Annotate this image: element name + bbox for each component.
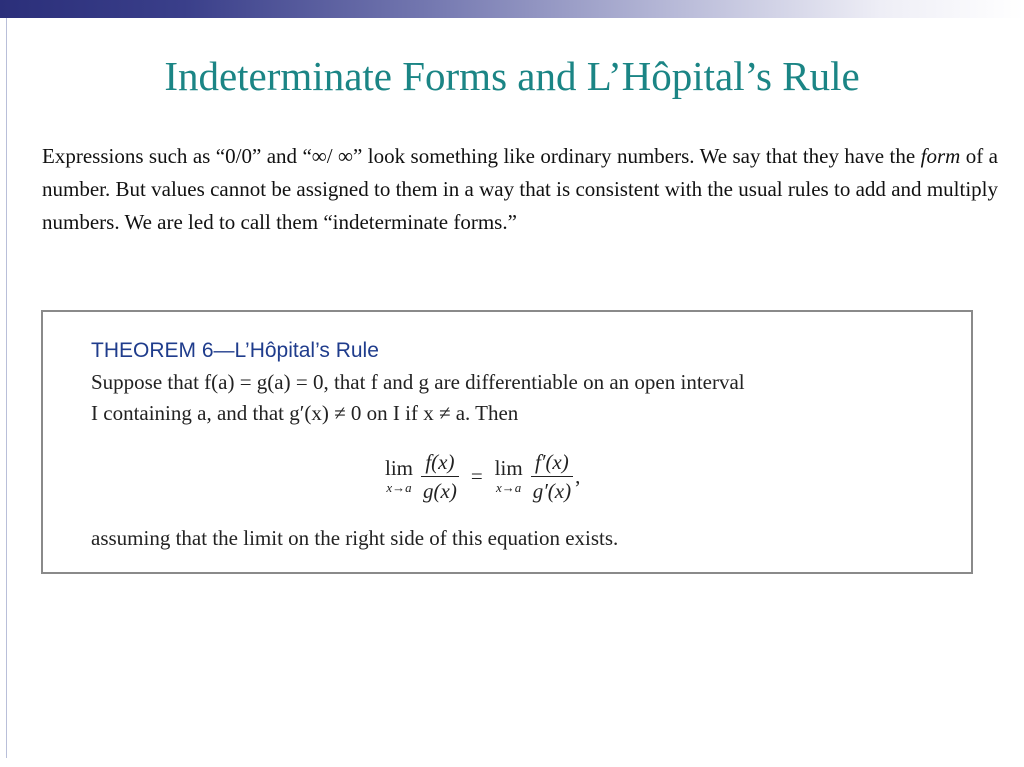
limit-right [495,457,523,495]
lhopital-formula [385,444,580,508]
paragraph-text-end: of a number. But values cannot be assigned to them in a way that is consistent with the usual rules to add and multiply numbers. We are led to call them “indeterminate forms.” [42,144,998,234]
theorem-line-3: assuming that the limit on the right side of this equation exists. [91,526,619,550]
paragraph-text-start: Expressions such as “0/0” and “∞/ ∞” look something like ordinary numbers. We say that they have the [42,144,921,168]
left-vertical-rule [6,18,7,758]
limit-left [385,457,413,495]
formula-comma: , [575,463,581,488]
fraction-left-numerator: f(x) [425,449,455,474]
lim-left-word: lim [385,456,414,480]
theorem-heading: THEOREM 6—L’Hôpital’s Rule [91,339,379,362]
fraction-left [421,450,459,503]
equals-sign: = [470,463,483,488]
fraction-right [531,450,573,503]
lim-left-subscript: x→a [386,480,412,495]
fraction-left-denominator: g(x) [421,476,459,503]
top-gradient-bar [0,0,1024,18]
body-paragraph [42,140,998,239]
theorem-line-1: Suppose that f(a) = g(a) = 0, that f and g are differentiable on an open interval [91,370,745,394]
fraction-right-denominator: g′(x) [531,476,573,503]
lim-right-subscript: x→a [496,480,522,495]
fraction-right-numerator: f′(x) [535,449,569,474]
paragraph-emphasis: form [920,144,961,168]
slide-title: Indeterminate Forms and L’Hôpital’s Rule [164,53,860,99]
lim-right-word: lim [494,456,523,480]
theorem-box [41,310,973,574]
theorem-line-2: I containing a, and that g′(x) ≠ 0 on I if x ≠ a. Then [91,401,519,425]
